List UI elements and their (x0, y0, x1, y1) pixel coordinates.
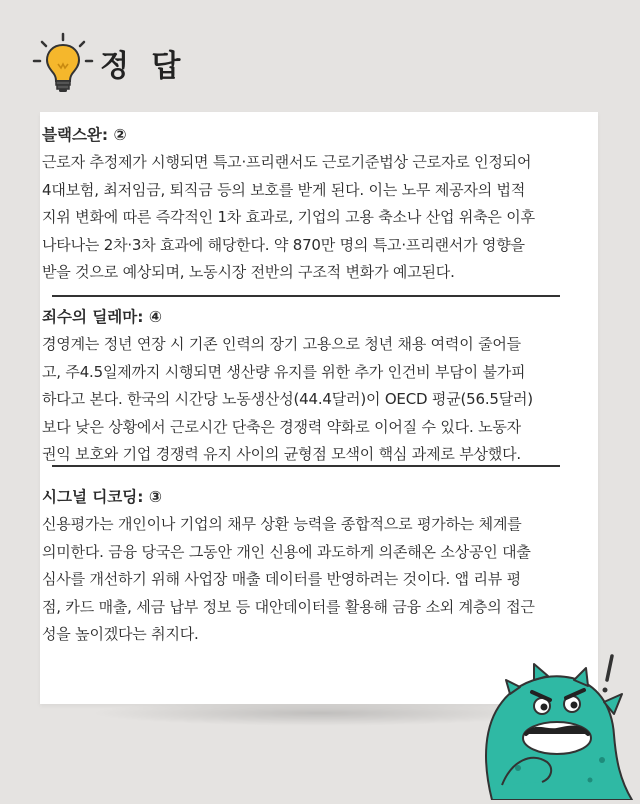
body-line: 근로자 추정제가 시행되면 특고·프리랜서도 근로기준법상 근로자로 인정되어 (42, 153, 532, 171)
body-line: 고, 주4.5일제까지 시행되면 생산량 유지를 위한 추가 인건비 부담이 불가피 (42, 362, 526, 381)
dinosaur-mascot-icon (462, 640, 640, 800)
body-line: 의미한다. 금융 당국은 그동안 개인 신용에 과도하게 의존해온 소상공인 대출 (42, 542, 531, 561)
body-line: 심사를 개선하기 위해 사업장 매출 데이터를 반영하려는 것이다. 앱 리뷰 평 (42, 570, 521, 588)
section-body (42, 331, 590, 469)
section-title: 죄수의 딜레마: ④ (42, 308, 162, 326)
body-line: 성을 높이겠다는 취지다. (42, 625, 199, 643)
section-title: 블랙스완: ② (42, 126, 127, 144)
section-divider (52, 465, 560, 467)
answer-section-prisoners-dilemma (42, 304, 590, 469)
answer-section-signal-decoding (42, 484, 590, 649)
body-line: 받을 것으로 예상되며, 노동시장 전반의 구조적 변화가 예고된다. (42, 263, 455, 281)
page-title: 정 답 (100, 49, 187, 84)
section-divider (52, 295, 560, 297)
section-title: 시그널 디코딩: ③ (42, 488, 162, 506)
body-line: 지위 변화에 따른 즉각적인 1차 효과로, 기업의 고용 축소나 산업 위축은 이후 (42, 208, 535, 226)
body-line: 하다고 본다. 한국의 시간당 노동생산성(44.4달러)이 OECD 평균(56.5달러) (42, 390, 533, 408)
answer-section-black-swan (42, 122, 590, 287)
body-line: 점, 카드 매출, 세금 납부 정보 등 대안데이터를 활용해 금융 소외 계층의 접근 (42, 597, 535, 616)
answer-header (28, 28, 186, 98)
body-line: 보다 낮은 상황에서 근로시간 단축은 경쟁력 약화로 이어질 수 있다. 노동자 (42, 417, 521, 436)
body-line: 신용평가는 개인이나 기업의 채무 상환 능력을 종합적으로 평가하는 체계를 (42, 515, 522, 533)
lightbulb-icon (28, 28, 98, 98)
section-body (42, 149, 590, 287)
body-line: 4대보험, 최저임금, 퇴직금 등의 보호를 받게 된다. 이는 노무 제공자의 법적 (42, 180, 526, 199)
body-line: 경영계는 정년 연장 시 기존 인력의 장기 고용으로 청년 채용 여력이 줄어들 (42, 335, 521, 353)
body-line: 나타나는 2차·3차 효과에 해당한다. 약 870만 명의 특고·프리랜서가 영향을 (42, 235, 525, 254)
body-line: 권익 보호와 기업 경쟁력 유지 사이의 균형점 모색이 핵심 과제로 부상했다. (42, 445, 521, 463)
section-body (42, 511, 590, 649)
